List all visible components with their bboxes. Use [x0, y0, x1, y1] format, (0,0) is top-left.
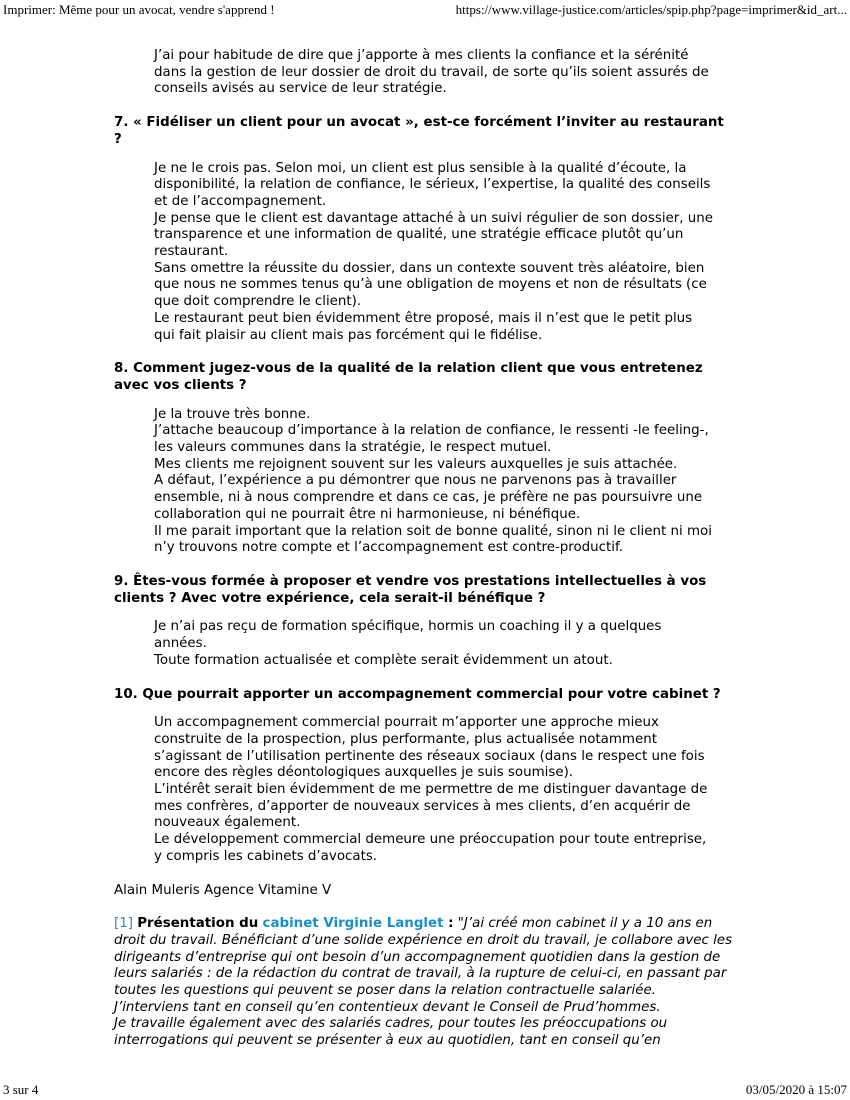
question-10: 10. Que pourrait apporter un accompagnement commercial pour votre cabinet ? [114, 686, 721, 702]
article-content [114, 48, 754, 1050]
answer-paragraph: Je n’ai pas reçu de formation spécifique, hormis un coaching il y a quelques années. [154, 619, 662, 652]
answer-paragraph: Mes clients me rejoignent souvent sur les valeurs auxquelles je suis attachée. [154, 456, 678, 472]
footnote-colon: : [443, 916, 454, 932]
answer-paragraph: Toute formation actualisée et complète serait évidemment un atout. [154, 652, 613, 668]
answer-paragraph: Un accompagnement commercial pourrait m’apporter une approche mieux construite de la prospection, plus performante, plus actualisée notamment s’agissant de l’utilisation pertinente des réseaux sociaux (dans le respect une fois encore des règles déontologiques auxquelles je suis soumise). [154, 715, 705, 781]
answer-paragraph: J’ai pour habitude de dire que j’apporte à mes clients la confiance et la sérénité dans la gestion de leur dossier de droit du travail, de sorte qu’ils soient assurés de conseils avisés au service de leur stratégie. [154, 48, 709, 97]
question-9: 9. Êtes-vous formée à proposer et vendre vos prestations intellectuelles à vos clients ? Avec votre expérience, cela serait-il bénéfique ? [114, 573, 707, 606]
answer-paragraph: Le développement commercial demeure une préoccupation pour toute entreprise, y compris les cabinets d’avocats. [154, 832, 707, 864]
answer-10 [154, 715, 714, 865]
print-datetime: 03/05/2020 à 15:07 [745, 1082, 847, 1097]
answer-paragraph: Je ne le crois pas. Selon moi, un client est plus sensible à la qualité d’écoute, la disponibilité, la relation de confiance, le sérieux, l’expertise, la qualité des conseils et de l’accompagnement. [154, 160, 711, 209]
footnote [114, 916, 739, 1000]
answer-paragraph: J’attache beaucoup d’importance à la relation de confiance, le ressenti -le feeling-, les valeurs communes dans la stratégie, le respect mutuel. [154, 423, 709, 456]
question-8: 8. Comment jugez-vous de la qualité de la relation client que vous entretenez avec vos clients ? [114, 361, 703, 393]
cabinet-link[interactable]: cabinet Virginie Langlet [262, 916, 444, 932]
footnote-line: Je travaille également avec des salariés cadres, pour toutes les préoccupations ou interrogations qui peuvent se présenter à eux au quotidien, tant en conseil qu’en [114, 1016, 668, 1049]
answer-paragraph: Le restaurant peut bien évidemment être proposé, mais il n’est que le petit plus qui fait plaisir au client mais pas forcément qui le fidélise. [154, 310, 693, 343]
article-signature: Alain Muleris Agence Vitamine V [114, 882, 332, 898]
footnote-quote: "J’ai créé mon cabinet il y a 10 ans en droit du travail. Bénéficiant d’une solide expérience en droit du travail, je collabore avec les dirigeants d’entreprise qui ont besoin d’un accompagnement quotidien dans la gestion de leurs salariés : de la rédaction du contrat de travail, à la rupture de celui-ci, en passant par toutes les questions qui peuvent se poser dans la relation contractuelle salariée. [114, 916, 733, 999]
answer-8 [154, 407, 714, 557]
answer-9 [154, 619, 714, 669]
print-url: https://www.village-justice.com/articles/spip.php?page=imprimer&id_art... [455, 2, 847, 17]
print-title: Imprimer: Même pour un avocat, vendre s'apprend ! [3, 2, 275, 17]
answer-paragraph: Il me parait important que la relation soit de bonne qualité, sinon ni le client ni moi n’y trouvons notre compte et l’accompagnement est contre-productif. [154, 523, 712, 556]
print-header [0, 0, 850, 20]
footnote-line: J’interviens tant en conseil qu’en contentieux devant le Conseil de Prud’hommes. [114, 999, 661, 1015]
footnote-number-link[interactable]: [1] [114, 916, 133, 932]
print-footer [0, 1080, 850, 1100]
answer-paragraph: Sans omettre la réussite du dossier, dans un contexte souvent très aléatoire, bien que nous ne sommes tenus qu’à une obligation de moyens et non de résultats (ce que doit comprendre le client). [154, 260, 707, 310]
footnote-lead: Présentation du [137, 916, 259, 932]
answer-paragraph: A défaut, l’expérience a pu démontrer que nous ne parvenons pas à travailler ensemble, ni à nous comprendre et dans ce cas, je préfère ne pas poursuivre une collaboration qui ne pourrait être ni harmonieuse, ni bénéfique. [154, 473, 703, 522]
answer-7 [154, 161, 714, 345]
answer-paragraph: L’intérêt serait bien évidemment de me permettre de me distinguer davantage de mes confrères, d’apporter de nouveaux services à mes clients, d’en acquérir de nouveaux également. [154, 782, 708, 831]
answer-paragraph: Je pense que le client est davantage attaché à un suivi régulier de son dossier, une transparence et une information de qualité, une stratégie efficace plutôt qu’un restaurant. [154, 210, 714, 260]
answer-paragraph: Je la trouve très bonne. [154, 406, 311, 422]
page-counter: 3 sur 4 [3, 1082, 39, 1097]
question-7: 7. « Fidéliser un client pour un avocat », est-ce forcément l’inviter au restaurant ? [114, 115, 724, 147]
answer-intro [154, 48, 714, 98]
